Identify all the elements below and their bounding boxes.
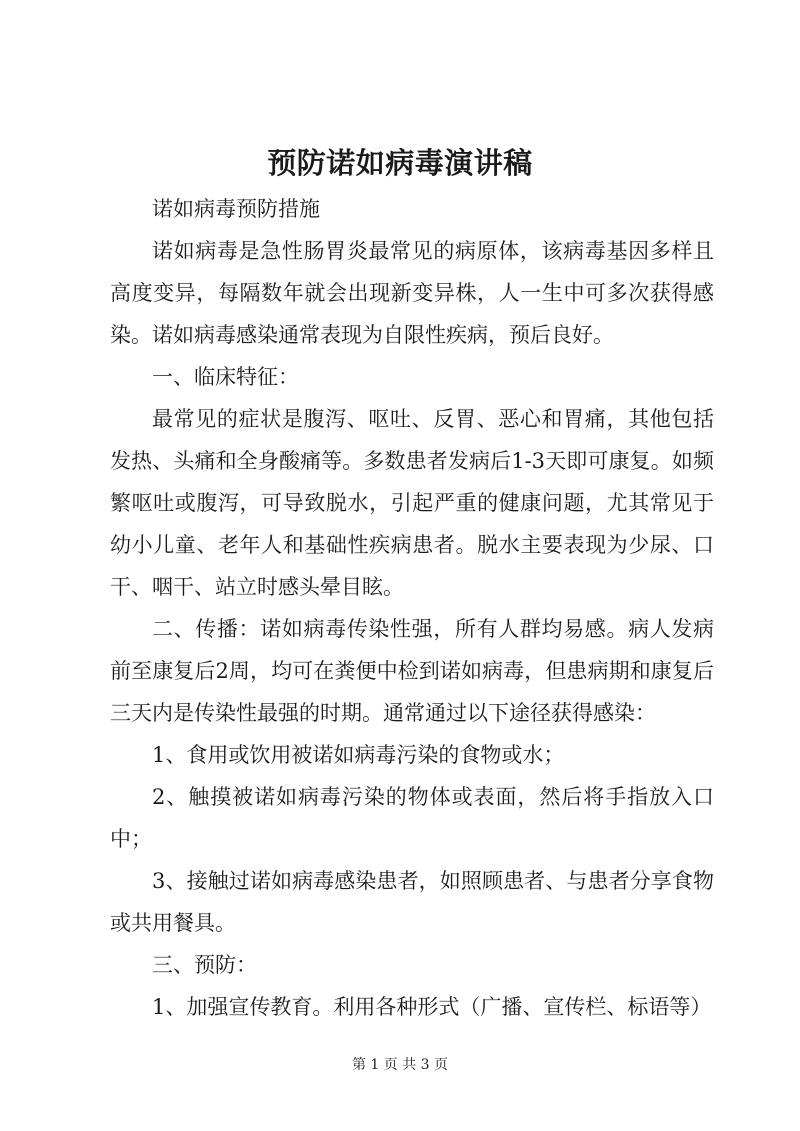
page-footer: 第 1 页 共 3 页: [351, 1057, 449, 1073]
body-paragraph: 最常见的症状是腹泻、呕吐、反胃、恶心和胃痛，其他包括发热、头痛和全身酸痛等。多数患者发病后1-3天即可康复。如频繁呕吐或腹泻，可导致脱水，引起严重的健康问题，尤其常见于幼小儿童、老年人和基础性疾病患者。脱水主要表现为少尿、口干、咽干、站立时感头晕目眩。: [110, 407, 714, 599]
body-paragraph: 诺如病毒是急性肠胃炎最常见的病原体，该病毒基因多样且高度变异，每隔数年就会出现新变异株，人一生中可多次获得感染。诺如病毒感染通常表现为自限性疾病，预后良好。: [110, 239, 714, 347]
list-item: 3、接触过诺如病毒感染患者，如照顾患者、与患者分享食物或共用餐具。: [110, 869, 714, 935]
section-heading: 一、临床特征：: [152, 365, 299, 389]
body-paragraph: 二、传播：诺如病毒传染性强，所有人群均易感。病人发病前至康复后2周，均可在粪便中检到诺如病毒，但患病期和康复后三天内是传染性最强的时期。通常通过以下途径获得感染：: [110, 617, 714, 725]
document-body: [110, 188, 714, 1028]
document-title: 预防诺如病毒演讲稿: [267, 146, 533, 180]
list-item: 1、食用或饮用被诺如病毒污染的食物或水；: [152, 743, 565, 767]
list-item: 2、触摸被诺如病毒污染的物体或表面，然后将手指放入口中；: [110, 785, 714, 851]
section-heading: 三、预防：: [152, 953, 257, 977]
body-paragraph: 诺如病毒预防措施: [152, 197, 320, 221]
list-item: 1、加强宣传教育。利用各种形式（广播、宣传栏、标语等）: [152, 995, 712, 1019]
